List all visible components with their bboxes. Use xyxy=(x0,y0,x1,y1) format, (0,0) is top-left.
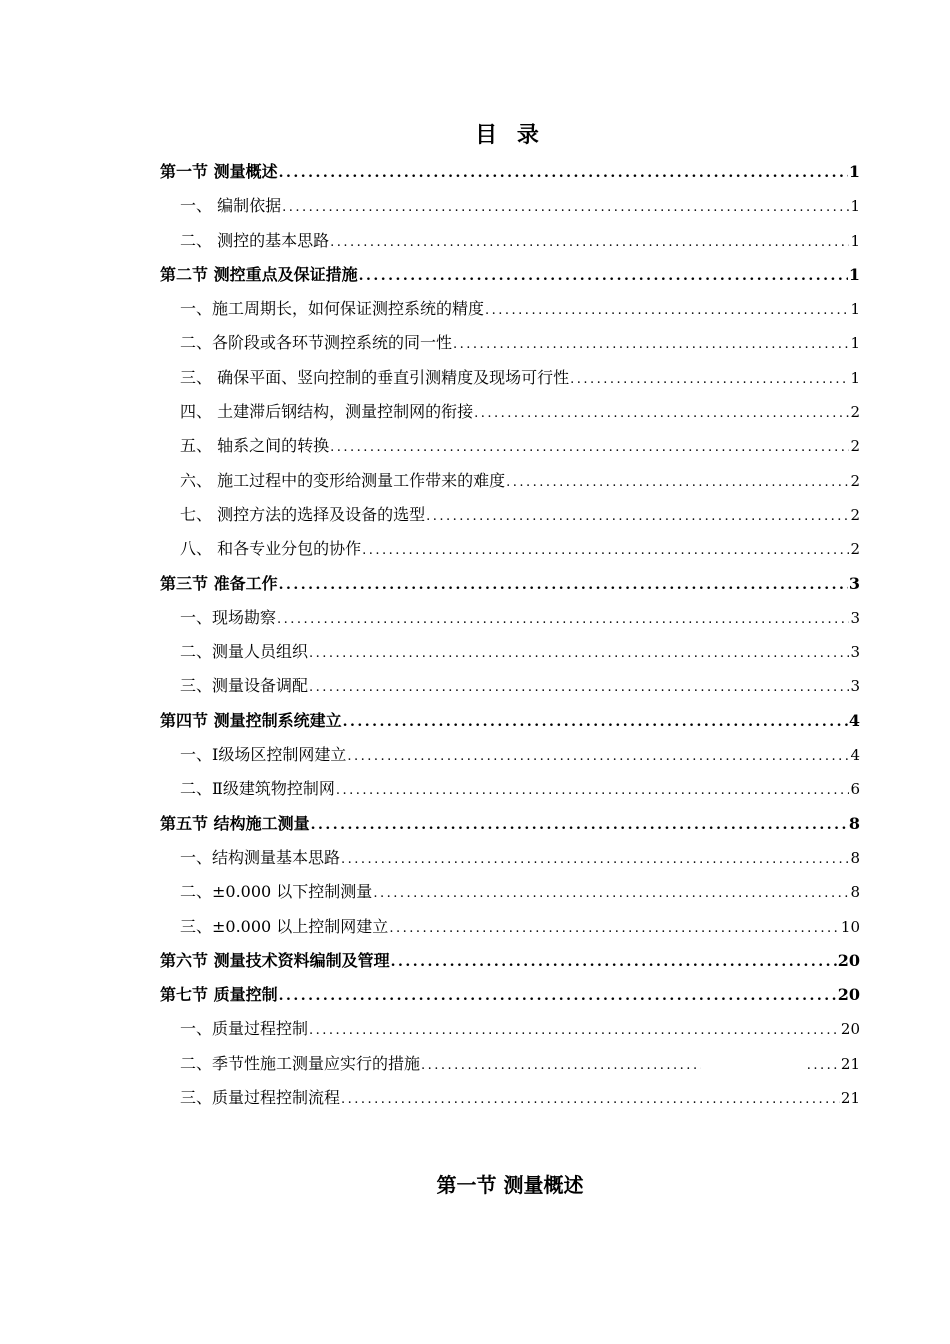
toc-subsection-entry[interactable] xyxy=(160,361,860,395)
toc-entry-label: 二、测量人员组织 xyxy=(180,642,309,662)
toc-entry-label: 二、Ⅱ级建筑物控制网 xyxy=(180,779,335,799)
toc-dot-leader xyxy=(336,774,850,806)
toc-dot-leader xyxy=(341,1083,840,1115)
toc-subsection-entry[interactable] xyxy=(160,841,860,875)
toc-dot-leader xyxy=(279,156,848,189)
toc-subsection-entry[interactable] xyxy=(160,189,860,223)
toc-entry-label: 四、 土建滞后钢结构，测量控制网的衔接 xyxy=(180,402,474,422)
toc-entry-label: 二、季节性施工测量应实行的措施 xyxy=(180,1053,421,1073)
toc-page-number: 6 xyxy=(850,780,860,799)
toc-page-number: 1 xyxy=(850,334,860,353)
toc-subsection-entry[interactable] xyxy=(160,292,860,326)
toc-dot-leader xyxy=(362,534,849,566)
toc-entry-label: 第二节 测控重点及保证措施 xyxy=(160,264,358,284)
toc-page-number: 1 xyxy=(850,368,860,387)
toc-dot-leader xyxy=(570,363,849,395)
toc-entry-label: 一、现场勘察 xyxy=(180,607,277,627)
toc-entry-label: 一、施工周期长，如何保证测控系统的精度 xyxy=(180,299,485,319)
toc-section-entry[interactable] xyxy=(160,155,860,189)
toc-subsection-entry[interactable] xyxy=(160,738,860,772)
toc-entry-label: 第一节 测量概述 xyxy=(160,162,278,181)
toc-page-number: 1 xyxy=(850,300,860,319)
toc-page-number: 10 xyxy=(840,917,860,936)
toc-page-number: 21 xyxy=(840,1054,860,1073)
toc-dot-leader xyxy=(279,979,837,1012)
toc-page-number: 21 xyxy=(840,1089,860,1108)
toc-subsection-entry[interactable] xyxy=(160,635,860,669)
toc-subsection-entry[interactable] xyxy=(160,669,860,703)
toc-page-number: 8 xyxy=(850,883,860,902)
toc-page-number: 3 xyxy=(850,643,860,662)
toc-dot-leader xyxy=(389,912,840,944)
toc-dot-leader xyxy=(277,603,849,635)
toc-subsection-entry[interactable] xyxy=(160,875,860,909)
toc-section-entry[interactable] xyxy=(160,807,860,841)
toc-subsection-entry[interactable] xyxy=(160,395,860,429)
toc-entry-label: 第三节 准备工作 xyxy=(160,573,278,593)
toc-dot-leader xyxy=(330,226,849,258)
toc-dot-leader xyxy=(373,877,849,909)
toc-page-number: 2 xyxy=(850,403,860,422)
toc-dot-leader xyxy=(341,843,849,875)
toc-dot-leader xyxy=(282,191,849,223)
toc-page-number: 20 xyxy=(837,950,860,970)
toc-entry-label: 第六节 测量技术资料编制及管理 xyxy=(160,950,390,970)
toc-entry-label: 二、±0.000 以下控制测量 xyxy=(180,882,373,902)
toc-subsection-entry[interactable] xyxy=(160,1012,860,1046)
toc-subsection-entry[interactable] xyxy=(160,601,860,635)
toc-subsection-entry[interactable] xyxy=(160,224,860,258)
toc-entry-label: 一、质量过程控制 xyxy=(180,1019,309,1039)
toc-entry-label: 六、 施工过程中的变形给测量工作带来的难度 xyxy=(180,470,506,490)
toc-dot-leader xyxy=(309,637,849,669)
toc-entry-label: 三、 确保平面、竖向控制的垂直引测精度及现场可行性 xyxy=(180,367,570,387)
toc-page-number: 3 xyxy=(850,608,860,627)
toc-dot-leader xyxy=(485,294,849,326)
table-of-contents xyxy=(160,155,860,1115)
toc-subsection-entry[interactable] xyxy=(160,532,860,566)
toc-dot-leader xyxy=(474,397,849,429)
toc-subsection-entry[interactable] xyxy=(160,464,860,498)
section-heading: 第一节 测量概述 xyxy=(436,1173,584,1197)
toc-entry-label: 二、各阶段或各环节测控系统的同一性 xyxy=(180,333,453,353)
toc-dot-leader xyxy=(359,259,848,292)
toc-dot-leader xyxy=(309,1014,840,1046)
toc-page-number: 20 xyxy=(840,1020,860,1039)
toc-dot-leader xyxy=(426,500,849,532)
toc-subsection-entry[interactable] xyxy=(160,429,860,463)
toc-title: 目 录 xyxy=(475,122,545,148)
toc-entry-label: 一、Ⅰ级场区控制网建立 xyxy=(180,745,347,765)
toc-page-number: 20 xyxy=(837,985,860,1005)
toc-page-number: 2 xyxy=(850,540,860,559)
toc-page-number: 1 xyxy=(848,264,860,284)
toc-section-entry[interactable] xyxy=(160,258,860,292)
toc-dot-leader xyxy=(453,328,849,360)
toc-page-number: 8 xyxy=(850,848,860,867)
toc-dot-leader xyxy=(279,568,848,601)
toc-entry-label: 第五节 结构施工测量 xyxy=(160,813,310,833)
toc-dot-leader xyxy=(506,466,849,498)
toc-subsection-entry[interactable] xyxy=(160,1081,860,1115)
toc-dot-leader xyxy=(391,945,837,978)
toc-entry-label: 一、结构测量基本思路 xyxy=(180,847,341,867)
toc-entry-label: 第四节 测量控制系统建立 xyxy=(160,710,342,730)
toc-page-number: 4 xyxy=(850,746,860,765)
toc-page-number: 2 xyxy=(850,505,860,524)
toc-dot-leader xyxy=(421,1049,701,1081)
toc-entry-label: 第七节 质量控制 xyxy=(160,985,278,1005)
toc-subsection-entry[interactable] xyxy=(160,498,860,532)
toc-page-number: 4 xyxy=(848,710,860,730)
toc-page-number: 3 xyxy=(850,677,860,696)
toc-section-entry[interactable] xyxy=(160,704,860,738)
toc-entry-label: 一、 编制依据 xyxy=(180,196,282,216)
toc-section-entry[interactable] xyxy=(160,944,860,978)
toc-entry-label: 八、 和各专业分包的协作 xyxy=(180,539,362,559)
toc-subsection-entry[interactable] xyxy=(160,772,860,806)
toc-subsection-entry[interactable] xyxy=(160,1047,860,1081)
toc-dot-leader: ..... xyxy=(806,1057,840,1073)
toc-section-entry[interactable] xyxy=(160,567,860,601)
toc-entry-label: 三、质量过程控制流程 xyxy=(180,1088,341,1108)
toc-page-number: 2 xyxy=(850,437,860,456)
toc-dot-leader xyxy=(311,808,848,841)
toc-page-number: 8 xyxy=(848,813,860,833)
toc-page-number: 1 xyxy=(848,162,860,181)
toc-entry-label: 三、测量设备调配 xyxy=(180,676,309,696)
toc-dot-leader xyxy=(330,431,849,463)
toc-entry-label: 三、±0.000 以上控制网建立 xyxy=(180,916,389,936)
toc-entry-label: 二、 测控的基本思路 xyxy=(180,230,330,250)
toc-page-number: 3 xyxy=(848,573,860,593)
toc-subsection-entry[interactable] xyxy=(160,910,860,944)
toc-page-number: 1 xyxy=(850,231,860,250)
toc-entry-label: 七、 测控方法的选择及设备的选型 xyxy=(180,504,426,524)
toc-subsection-entry[interactable] xyxy=(160,326,860,360)
toc-page-number: 1 xyxy=(850,197,860,216)
toc-section-entry[interactable] xyxy=(160,978,860,1012)
toc-entry-label: 五、 轴系之间的转换 xyxy=(180,436,330,456)
toc-dot-leader xyxy=(347,740,849,772)
toc-page-number: 2 xyxy=(850,471,860,490)
toc-dot-leader xyxy=(343,705,848,738)
toc-dot-leader xyxy=(309,671,849,703)
